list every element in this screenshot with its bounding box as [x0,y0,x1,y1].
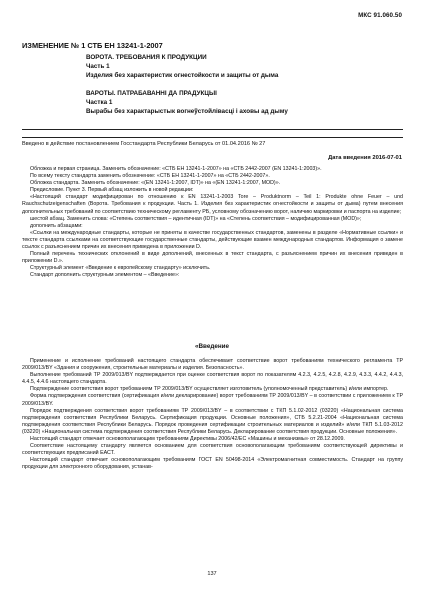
paragraph: Настоящий стандарт отвечает основополагающим требованиям ГОСТ EN 50498-2014 «Электромагнитная совместимость. Стандарт на группу продукции для электронного оборудования, устанав- [22,457,403,471]
mks-code: МКС 91.060.50 [358,12,402,19]
paragraph: Применение и исполнение требований настоящего стандарта обеспечивает соответствие ворот требованиям технического регламента ТР 2009/013/BY «Здания и сооружения, строительные материалы и изделия. Безопасность». [22,358,403,372]
paragraph: Полный перечень технических отклонений в виде дополнений, внесенных в текст стандарта, с разъяснением причин их внесения приведен в приложении D.». [22,251,403,265]
paragraph: По всему тексту стандарта заменить обозначение: «СТБ ЕН 13241-1-2007» на «СТБ 2442-2007». [30,173,270,180]
title-ru-line: Изделия без характеристик огнестойкости и защиты от дыма [86,72,279,79]
divider-top [22,129,403,130]
paragraph: Настоящий стандарт отвечает основополагающим требованиям Директивы 2006/42/EC «Машины и механизмы» от 28.12.2009. [30,436,345,443]
paragraph: Форма подтверждения соответствия (сертификация и/или декларирование) ворот требованиям ТР 2009/013/BY – в соответствии с приложением к ТР 2009/013/BY. [22,393,403,407]
title-block-ru [86,53,278,80]
section-heading: «Введение [194,343,229,350]
paragraph: Порядок подтверждения соответствия ворот требованиям ТР 2009/013/BY – в соответствии с ТКП 5.1.02-2012 (03220) «Национальная система подтверждения соответствия Республики Беларусь. Сертификация продукции. Основные положения», СТБ 5.2.21-2004 «Национальная система подтверждения соответствия Республики Беларусь. Порядок проведения сертификации строительных материалов и изделий» и/или ТКП 5.1.03-2012 (03220) «Национальная система подтверждения соответствия Республики Беларусь. Декларирование соответствия продукции. Основные положения». [22,407,403,435]
introduction-body [22,358,403,472]
amendment-body [22,166,403,280]
paragraph: Обложка и первая страница. Заменить обозначение: «СТБ ЕН 13241-1-2007» на «СТБ 2442-2007 (EN 13241-1:2003)». [30,166,322,172]
title-ru-line: Часть 1 [86,63,110,70]
title-by-line: Частка 1 [86,99,113,106]
paragraph: Стандарт дополнить структурным элементом – «Введение»: [30,272,180,279]
paragraph: Соответствие настоящему стандарту является основанием для соответствия основополагающим требованиям соответствующей директивы и соответствующих предписаний ЕАСТ. [22,443,403,457]
paragraph: дополнить абзацами: [30,222,83,229]
divider-bottom [22,137,403,138]
paragraph: Выполнение требований ТР 2009/013/BY подтверждается при оценке соответствия ворот по показателям 4.2.3, 4.2.5, 4.2.8, 4.2.9, 4.3.3, 4.4.2, 4.4.3, 4.4.5, 4.4.6 настоящего стандарта. [22,372,403,386]
date-effective: Дата введения 2016-07-01 [328,155,402,161]
intro-line: Введено в действие постановлением Госстандарта Республики Беларусь от 01.04.2016 № 27 [22,141,266,147]
paragraph: шестой абзац. Заменить слова: «Степень соответствия – идентичная (IDT)» на «Степень соответствия – модифицированная (MOD)»; [30,215,362,222]
title-by-line: ВАРОТЫ. ПАТРАБАВАННI ДА ПРАДУКЦЫI [86,90,217,97]
title-ru-line: ВОРОТА. ТРЕБОВАНИЯ К ПРОДУКЦИИ [86,54,207,61]
title-by-line: Вырабы без характарыстык вогнеўстойлiвасцi i аховы ад дыму [86,108,288,115]
title-block-by [86,89,288,116]
paragraph: Подтверждение соответствия ворот требованиям ТР 2009/013/BY осуществляет изготовитель (уполномоченный представитель) и/или импортер. [30,386,389,393]
paragraph: «Ссылки на международные стандарты, которые не приняты в качестве государственных стандартов, заменены в разделе «Нормативные ссылки» и тексте стандарта ссылками на соответствующие государственные стандарты, действующие взамен международных стандартов. Информация о замене ссылок с разъяснением причин их внесения приведена в приложении D. [22,229,403,251]
paragraph: Структурный элемент «Введение к европейскому стандарту» исключить. [30,265,211,272]
paragraph: Предисловие. Пункт 3. Первый абзац изложить в новой редакции: [30,187,194,194]
paragraph: «Настоящий стандарт модифицирован по отношению к EN 13241-1-2003 Tore – Produktnorm – Teil 1: Produkte ohne Feuer – und Rauchschutzeigenschaften (Ворота. Требования к продукции. Часть 1. Изделия без характеристик огнестойкости и защиты от дыма) путем внесения дополнительных требований по соответствию техническому регламенту РБ, условному обозначению ворот, наличию маркировки и паспорта на изделие; [22,194,403,215]
page-number: 137 [207,571,217,577]
paragraph: Обложка стандарта. Заменить обозначение: «(EN 13241-1:2007, IDT)» на «(EN 13241-1:2007, MOD)». [30,180,281,187]
amendment-title: ИЗМЕНЕНИЕ № 1 СТБ ЕН 13241-1-2007 [22,41,163,50]
